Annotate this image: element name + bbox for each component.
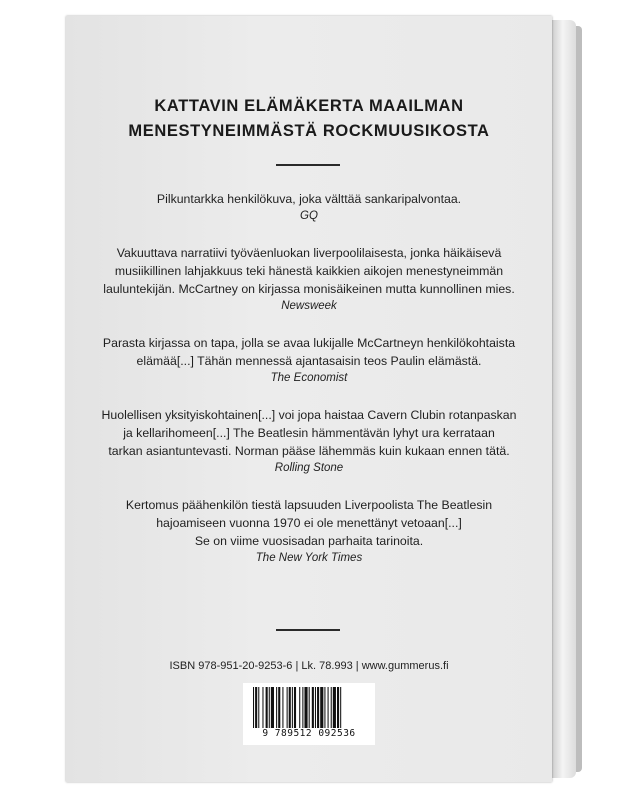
book-spine-edge bbox=[552, 20, 576, 778]
barcode-bar bbox=[269, 687, 270, 733]
barcode-bar bbox=[255, 687, 257, 733]
barcode-bar bbox=[333, 687, 336, 733]
barcode-bar bbox=[262, 687, 263, 733]
barcode-bar bbox=[340, 687, 341, 733]
review-quote bbox=[88, 496, 530, 567]
quote-source: GQ bbox=[300, 210, 318, 222]
quote-line: musiikillinen lahjakkuus teki hänestä kaikkien aikojen menestyneimmän bbox=[114, 264, 504, 278]
divider-bottom bbox=[276, 629, 340, 631]
barcode-bar bbox=[289, 687, 291, 733]
book-spine-shadow bbox=[576, 26, 582, 772]
barcode-bar bbox=[302, 687, 303, 733]
quote-line: elämää[...] Tähän mennessä ajantasaisin teos Paulin elämästä. bbox=[136, 354, 482, 368]
quote-source: The Economist bbox=[270, 372, 348, 384]
barcode-bar bbox=[258, 687, 259, 733]
barcode-bar bbox=[312, 687, 314, 733]
review-quote bbox=[88, 190, 530, 225]
quote-line: hajoamiseen vuonna 1970 ei ole menettänyt vetoaan[...] bbox=[156, 516, 462, 530]
quote-line: tarkan asiantuntevasti. Norman pääse lähemmäs kuin kukaan ennen tätä. bbox=[108, 444, 510, 458]
barcode-bar bbox=[331, 687, 332, 733]
quote-source: Newsweek bbox=[281, 300, 337, 312]
barcode-bar bbox=[271, 687, 274, 733]
barcode-bar bbox=[294, 687, 296, 733]
quote-line: ja kellarihomeen[...] The Beatlesin hämmentävän lyhyt ura kerrataan bbox=[123, 426, 495, 440]
quote-line: Se on viime vuosisadan parhaita tarinoita. bbox=[194, 534, 424, 548]
barcode-bar bbox=[324, 687, 325, 733]
quote-line: Kertomus päähenkilön tiestä lapsuuden Liverpoolista The Beatlesin bbox=[125, 498, 493, 512]
quote-source: Rolling Stone bbox=[274, 462, 344, 474]
headline-line: KATTAVIN ELÄMÄKERTA MAAILMAN bbox=[154, 97, 464, 115]
barcode-bar bbox=[287, 687, 288, 733]
divider-top bbox=[276, 164, 340, 166]
quote-source: The New York Times bbox=[255, 552, 363, 564]
barcode-bar bbox=[278, 687, 280, 733]
review-quote bbox=[88, 406, 530, 477]
headline bbox=[66, 94, 552, 144]
barcode-bar bbox=[282, 687, 283, 733]
review-quote bbox=[88, 244, 530, 315]
barcode-bar bbox=[315, 687, 316, 733]
barcode-bar bbox=[299, 687, 300, 733]
isbn-barcode bbox=[243, 683, 375, 745]
barcode-bar bbox=[328, 687, 329, 733]
quote-line: Huolellisen yksityiskohtainen[...] voi jopa haistaa Cavern Clubin rotanpaskan bbox=[101, 408, 517, 422]
headline-line: MENESTYNEIMMÄSTÄ ROCKMUUSIKOSTA bbox=[128, 122, 490, 140]
quote-line: lauluntekijän. McCartney on kirjassa monisäikeinen mutta kunnollinen mies. bbox=[103, 282, 515, 296]
barcode-bar bbox=[276, 687, 277, 733]
review-quote bbox=[88, 334, 530, 387]
barcode-bar bbox=[253, 687, 254, 733]
review-quotes bbox=[88, 190, 530, 586]
barcode-bar bbox=[292, 687, 293, 733]
barcode-bar bbox=[317, 687, 319, 733]
quote-line: Vakuuttava narratiivi työväenluokan liverpoolilaisesta, jonka häikäisevä bbox=[116, 246, 502, 260]
quote-line: Pilkuntarkka henkilökuva, joka välttää sankaripalvontaa. bbox=[156, 192, 462, 206]
barcode-bar bbox=[320, 687, 323, 733]
barcode-bar bbox=[304, 687, 307, 733]
barcode-bar bbox=[309, 687, 310, 733]
quote-line: Parasta kirjassa on tapa, jolla se avaa lukijalle McCartneyn henkilökohtaista bbox=[102, 336, 516, 350]
barcode-bar bbox=[337, 687, 339, 733]
publisher-info: ISBN 978-951-20-9253-6 | Lk. 78.993 | www.gummerus.fi bbox=[169, 660, 449, 672]
barcode-digits: 9 789512 092536 bbox=[243, 728, 375, 739]
barcode-bar bbox=[266, 687, 268, 733]
